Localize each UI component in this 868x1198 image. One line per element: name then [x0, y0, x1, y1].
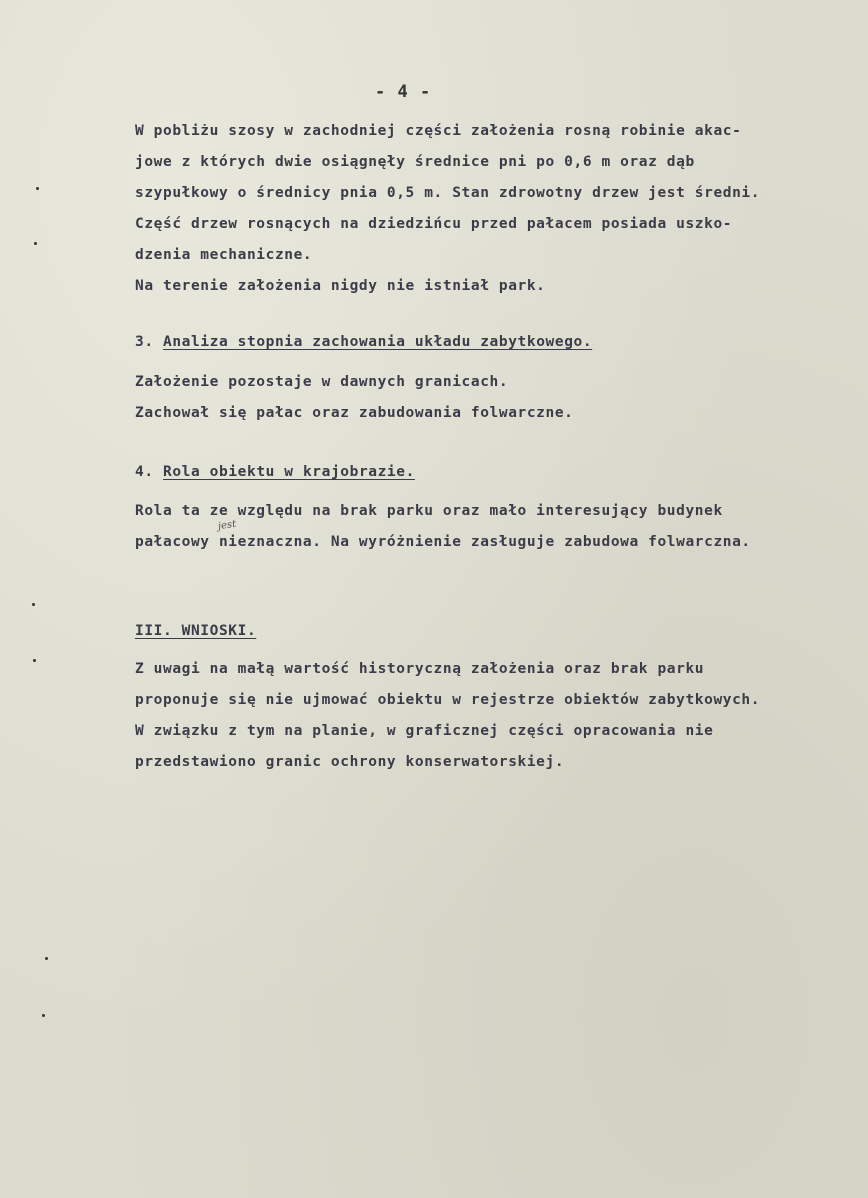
margin-mark — [42, 1014, 45, 1017]
paragraph-line: szypułkowy o średnicy pnia 0,5 m. Stan zdrowotny drzew jest średni. — [135, 185, 761, 201]
paragraph-line: Część drzew rosnących na dziedzińcu przed pałacem posiada uszko- — [135, 216, 733, 232]
handwritten-annotation: jest — [217, 518, 237, 533]
section-3-heading — [135, 333, 592, 351]
paragraph-line: W pobliżu szosy w zachodniej części założenia rosną robinie akac- — [135, 123, 742, 139]
paragraph-line: dzenia mechaniczne. — [135, 247, 313, 263]
section-3-number: 3. — [135, 334, 154, 350]
section-iii-line: przedstawiono granic ochrony konserwatorskiej. — [135, 754, 565, 770]
margin-mark — [34, 242, 37, 245]
paragraph-line: jowe z których dwie osiągnęły średnice pni po 0,6 m oraz dąb — [135, 154, 695, 170]
section-iii-line: proponuje się nie ujmować obiektu w rejestrze obiektów zabytkowych. — [135, 692, 761, 708]
section-3-line: Założenie pozostaje w dawnych granicach. — [135, 374, 509, 390]
section-iii-line: Z uwagi na małą wartość historyczną założenia oraz brak parku — [135, 661, 705, 677]
margin-mark — [33, 659, 36, 662]
section-3-line: Zachował się pałac oraz zabudowania folwarczne. — [135, 405, 574, 421]
paragraph-line: Na terenie założenia nigdy nie istniał park. — [135, 278, 546, 294]
page-number: - 4 - — [375, 82, 432, 102]
margin-mark — [36, 187, 39, 190]
section-4-number: 4. — [135, 464, 154, 480]
section-4-heading — [135, 463, 415, 481]
section-iii-title: III. WNIOSKI. — [135, 623, 257, 639]
margin-mark — [32, 603, 35, 606]
section-iii-line: W związku z tym na planie, w graficznej części opracowania nie — [135, 723, 714, 739]
section-3-title: Analiza stopnia zachowania układu zabytkowego. — [163, 334, 593, 350]
margin-mark — [45, 957, 48, 960]
section-4-title: Rola obiektu w krajobrazie. — [163, 464, 415, 480]
section-4-line: Rola ta ze względu na brak parku oraz mało interesujący budynek — [135, 503, 723, 519]
section-4-line: pałacowy nieznaczna. Na wyróżnienie zasługuje zabudowa folwarczna. — [135, 534, 751, 550]
